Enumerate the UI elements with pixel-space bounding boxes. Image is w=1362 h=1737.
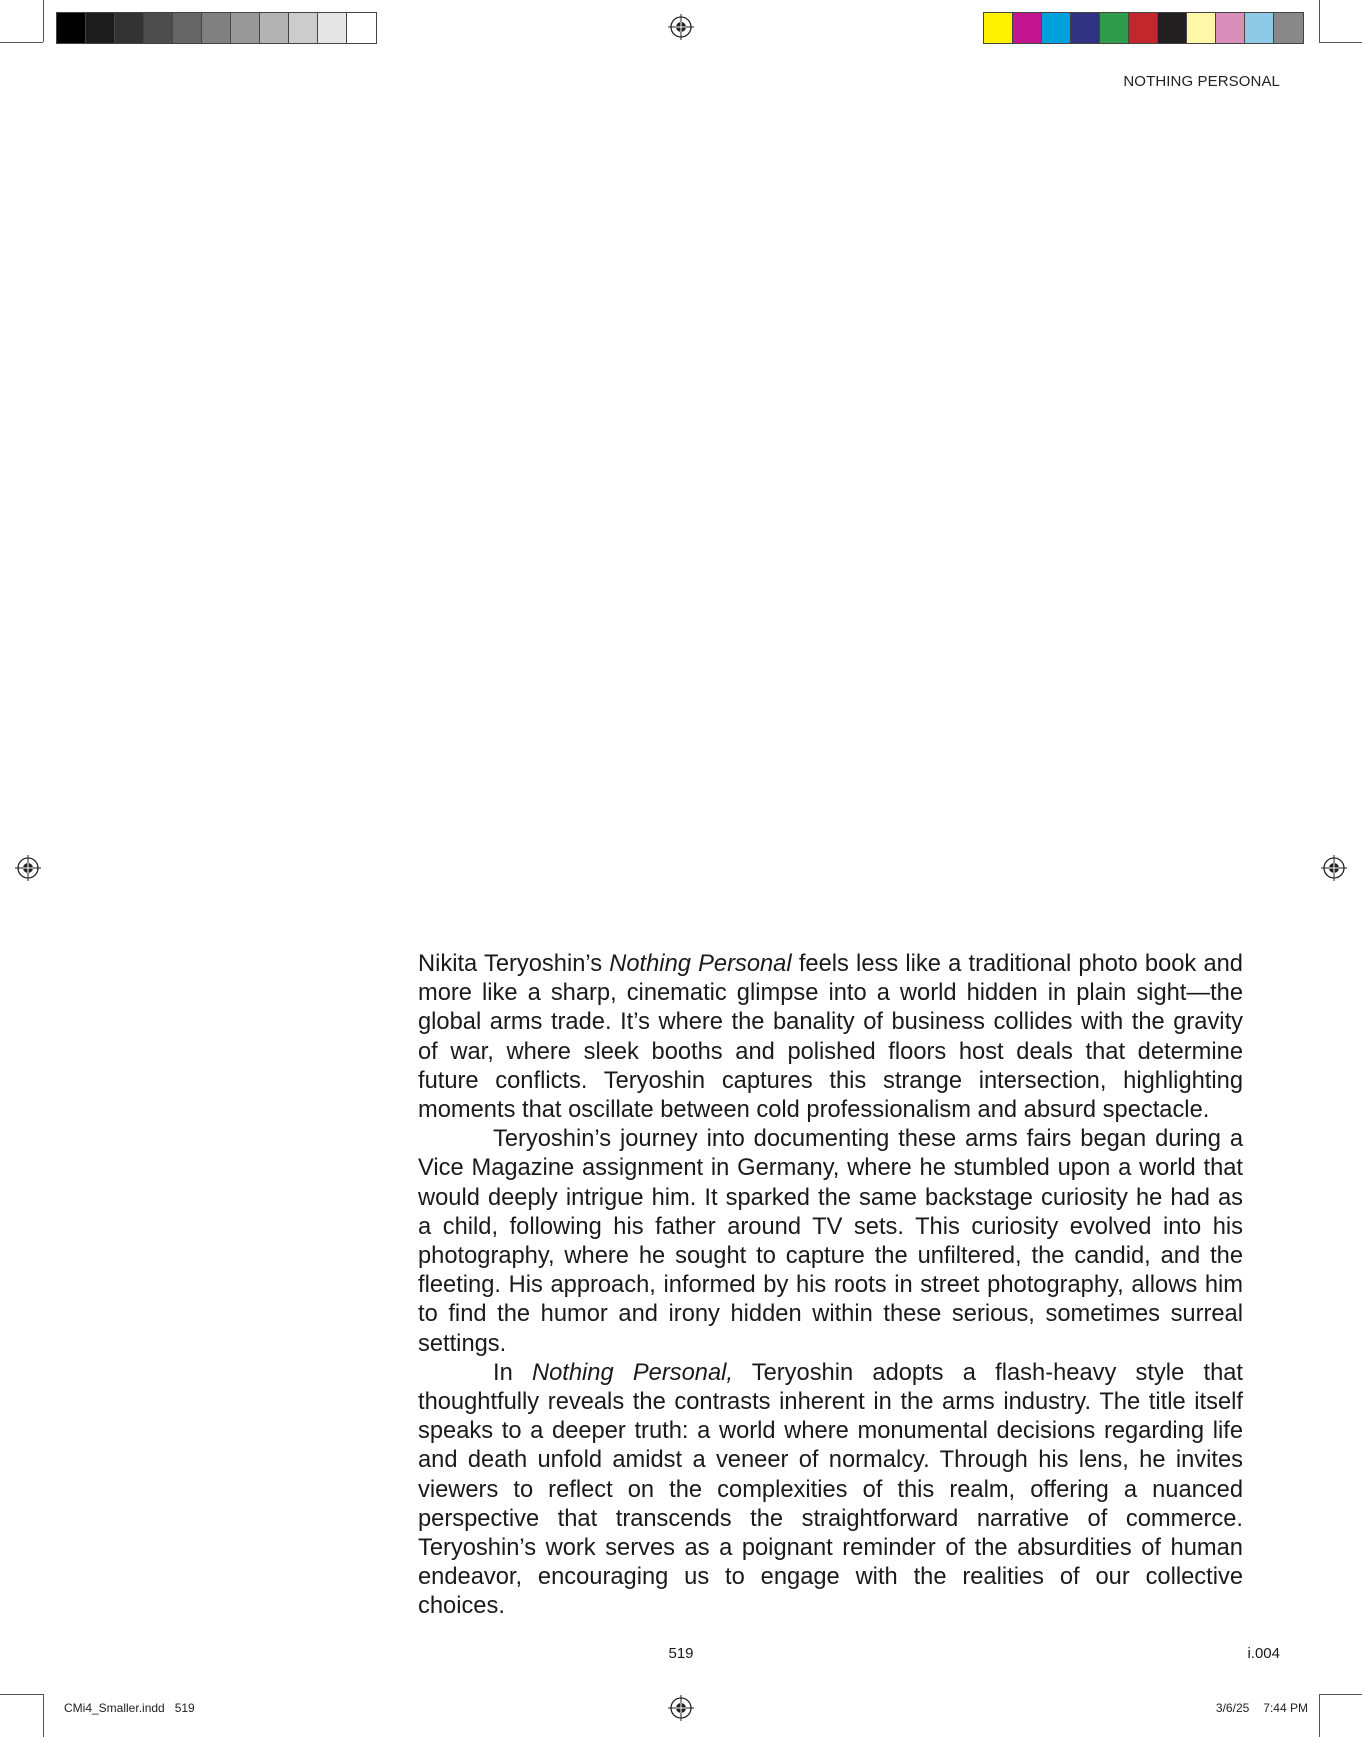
crop-mark-bottom-right-v [1319, 1694, 1320, 1737]
crop-mark-top-left-v [43, 0, 44, 42]
paragraph-3-text: Teryoshin adopts a flash-heavy style that thoughtfully reveals the contrasts inherent in the arms industry. The title itself speaks to a deeper truth: a world where monumental decisions regarding life and death unfold amidst a veneer of normalcy. Through his lens, he invites viewers to reflect on the complexities of this realm, offering a nuanced perspective that transcends the straightforward narrative of commerce. Teryoshin’s work serves as a poignant reminder of the absurdities of human endeavor, encouraging us to engage with the realities of our collective choices. [418, 1359, 1243, 1620]
paragraph-3-lead: In [493, 1359, 532, 1386]
color-swatch-6 [1129, 13, 1158, 43]
article-body [418, 950, 1243, 1622]
crop-mark-top-left-h [0, 42, 43, 43]
gray-swatch-6 [202, 13, 231, 43]
gray-swatch-9 [289, 13, 318, 43]
color-swatch-4 [1071, 13, 1100, 43]
slug-date-time [1216, 1701, 1308, 1715]
slug-date: 3/6/25 [1215, 1701, 1250, 1715]
page-number: 519 [668, 1645, 694, 1662]
color-swatch-1 [984, 13, 1013, 43]
crop-mark-top-right-v [1319, 0, 1320, 42]
gray-swatch-7 [231, 13, 260, 43]
crop-mark-bottom-right-h [1319, 1694, 1362, 1695]
crop-mark-bottom-left-v [43, 1694, 44, 1737]
section-code: i.004 [1247, 1645, 1280, 1662]
registration-mark-icon [1321, 855, 1347, 881]
color-swatch-7 [1158, 13, 1187, 43]
registration-mark-icon [15, 855, 41, 881]
registration-mark-icon [668, 1695, 694, 1721]
color-swatch-3 [1042, 13, 1071, 43]
color-swatch-2 [1013, 13, 1042, 43]
gray-swatch-4 [144, 13, 173, 43]
slug-time: 7:44 PM [1263, 1701, 1308, 1715]
crop-mark-top-right-h [1319, 42, 1362, 43]
color-swatch-5 [1100, 13, 1129, 43]
grayscale-color-bar [56, 12, 377, 44]
color-swatch-10 [1245, 13, 1274, 43]
paragraph-1-lead: Nikita Teryoshin’s [418, 951, 610, 977]
gray-swatch-1 [57, 13, 86, 43]
paragraph-2: Teryoshin’s journey into documenting these arms fairs began during a Vice Magazine assignment in Germany, where he stumbled upon a world that would deeply intrigue him. It sparked the same backstage curiosity he had as a child, following his father around TV sets. This curiosity evolved into his photography, where he sought to capture the unfiltered, the candid, and the fleeting. His approach, informed by his roots in street photography, allows him to find the humor and irony hidden within these serious, sometimes surreal settings. [418, 1126, 1243, 1357]
book-title: Nothing Personal [609, 951, 792, 977]
gray-swatch-8 [260, 13, 289, 43]
gray-swatch-11 [347, 13, 376, 43]
crop-mark-bottom-left-h [0, 1694, 43, 1695]
gray-swatch-5 [173, 13, 202, 43]
slug-file-info: CMi4_Smaller.indd 519 [64, 1701, 195, 1715]
color-swatch-11 [1274, 13, 1303, 43]
gray-swatch-3 [115, 13, 144, 43]
color-swatch-9 [1216, 13, 1245, 43]
running-head: NOTHING PERSONAL [1123, 73, 1280, 90]
paragraph-1 [418, 950, 1243, 1125]
paragraph-3 [418, 1359, 1243, 1622]
registration-mark-icon [668, 14, 694, 40]
paragraph-1-text: feels less like a traditional photo book and more like a sharp, cinematic glimpse into a world hidden in plain sight—the global arms trade. It’s where the banality of business collides with the gravity of war, where sleek booths and polished floors host deals that determine future conflicts. Teryoshin captures this strange intersection, highlighting moments that oscillate between cold professionalism and absurd spectacle. [418, 951, 1243, 1124]
gray-swatch-2 [86, 13, 115, 43]
color-swatch-8 [1187, 13, 1216, 43]
gray-swatch-10 [318, 13, 347, 43]
process-color-bar [983, 12, 1304, 44]
book-title: Nothing Personal, [532, 1359, 733, 1386]
